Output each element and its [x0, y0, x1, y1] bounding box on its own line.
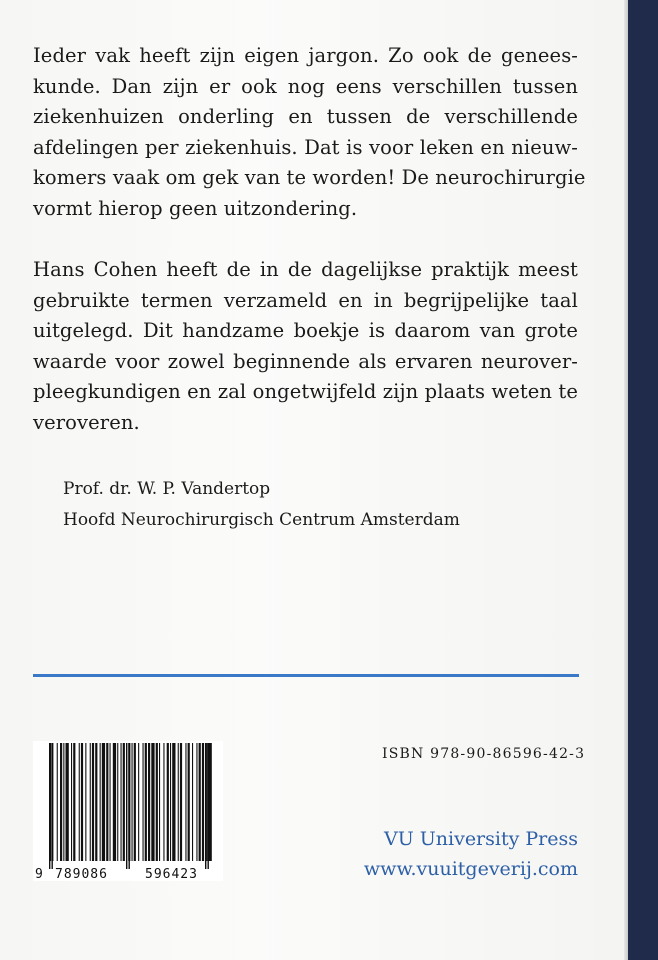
text-line: Hans Cohen heeft de in de dagelijkse praktijk meest [33, 258, 578, 281]
text-line: uitgelegd. Dit handzame boekje is daarom van grote [33, 319, 578, 342]
barcode-bar [170, 743, 171, 861]
barcode-bar [123, 743, 125, 861]
barcode-guard-bar [208, 743, 209, 869]
barcode-bar [178, 743, 179, 861]
barcode-digits-third: 596423 [145, 867, 198, 881]
isbn-text: ISBN 978-90-86596-42-3 [382, 746, 586, 762]
barcode-bar [132, 743, 133, 861]
barcode [33, 741, 223, 881]
spine [628, 0, 658, 960]
text-line: ziekenhuizen onderling en tussen de verschillende [33, 105, 578, 128]
barcode-bar [79, 743, 80, 861]
text-line: veroveren. [33, 410, 140, 434]
barcode-bar [106, 743, 108, 861]
text-line: gebruikte termen verzameld en in begrijpelijke taal [33, 288, 578, 312]
barcode-guard-bar [126, 743, 127, 869]
barcode-guard-bar [52, 743, 53, 869]
text-line: komers vaak om gek van te worden! De neurochirurgie [33, 166, 586, 189]
signature-name: Prof. dr. W. P. Vandertop [63, 479, 271, 499]
barcode-bar [85, 743, 86, 861]
barcode-bar [145, 743, 147, 861]
barcode-bar [151, 743, 154, 861]
text-line: Ieder vak heeft zijn eigen jargon. Zo ook de genees- [33, 44, 578, 67]
barcode-bar [192, 743, 193, 861]
barcode-bar [102, 743, 105, 861]
barcode-bar [95, 743, 97, 861]
barcode-bar [117, 743, 118, 861]
barcode-bar [121, 743, 122, 861]
barcode-bar [172, 743, 175, 861]
barcode-bar [188, 743, 190, 861]
barcode-bar [57, 743, 58, 861]
signature-role: Hoofd Neurochirurgisch Centrum Amsterdam [63, 510, 460, 530]
barcode-bar [66, 743, 69, 861]
divider-rule [33, 674, 579, 677]
barcode-bar [202, 743, 204, 861]
barcode-guard-bar [49, 743, 50, 869]
barcode-bar [159, 743, 160, 861]
barcode-bar [167, 743, 169, 861]
text-line: waarde voor zowel beginnende als ervaren neurover- [33, 349, 578, 373]
barcode-bar [163, 743, 164, 861]
barcode-bar [156, 743, 158, 861]
barcode-bar [185, 743, 186, 861]
text-line: vormt hierop geen uitzondering. [33, 196, 358, 220]
barcode-bar [113, 743, 116, 861]
barcode-bar [73, 743, 75, 861]
barcode-bar [138, 743, 139, 861]
barcode-bar [134, 743, 136, 861]
text-line: afdelingen per ziekenhuis. Dat is voor leken en nieuw- [33, 135, 578, 159]
text-line: kunde. Dan zijn er ook nog eens verschillen tussen [33, 74, 578, 98]
barcode-bar [143, 743, 144, 861]
barcode-bar [63, 743, 64, 861]
publisher-name: VU University Press [383, 828, 578, 850]
barcode-bar [60, 743, 62, 861]
barcode-digits-first: 9 [35, 867, 43, 881]
text-line: pleegkundigen en zal ongetwijfeld zijn plaats weten te [33, 380, 578, 403]
barcode-guard-bar [129, 743, 130, 869]
barcode-bar [81, 743, 83, 861]
barcode-bar [90, 743, 91, 861]
barcode-bar [209, 743, 212, 861]
barcode-bar [100, 743, 101, 861]
barcode-bar [196, 743, 197, 861]
barcode-bar [180, 743, 182, 861]
barcode-bar [92, 743, 94, 861]
barcode-digits-second: 789086 [55, 867, 108, 881]
barcode-bar [71, 743, 72, 861]
barcode-bar [148, 743, 150, 861]
barcode-bar [110, 743, 111, 861]
barcode-bar [206, 743, 207, 861]
publisher-website[interactable]: www.vuuitgeverij.com [363, 858, 578, 880]
barcode-guard-bar [205, 743, 206, 869]
blurb-paragraph-2 [33, 255, 578, 438]
barcode-bar [199, 743, 201, 861]
blurb-paragraph-1 [33, 41, 586, 224]
